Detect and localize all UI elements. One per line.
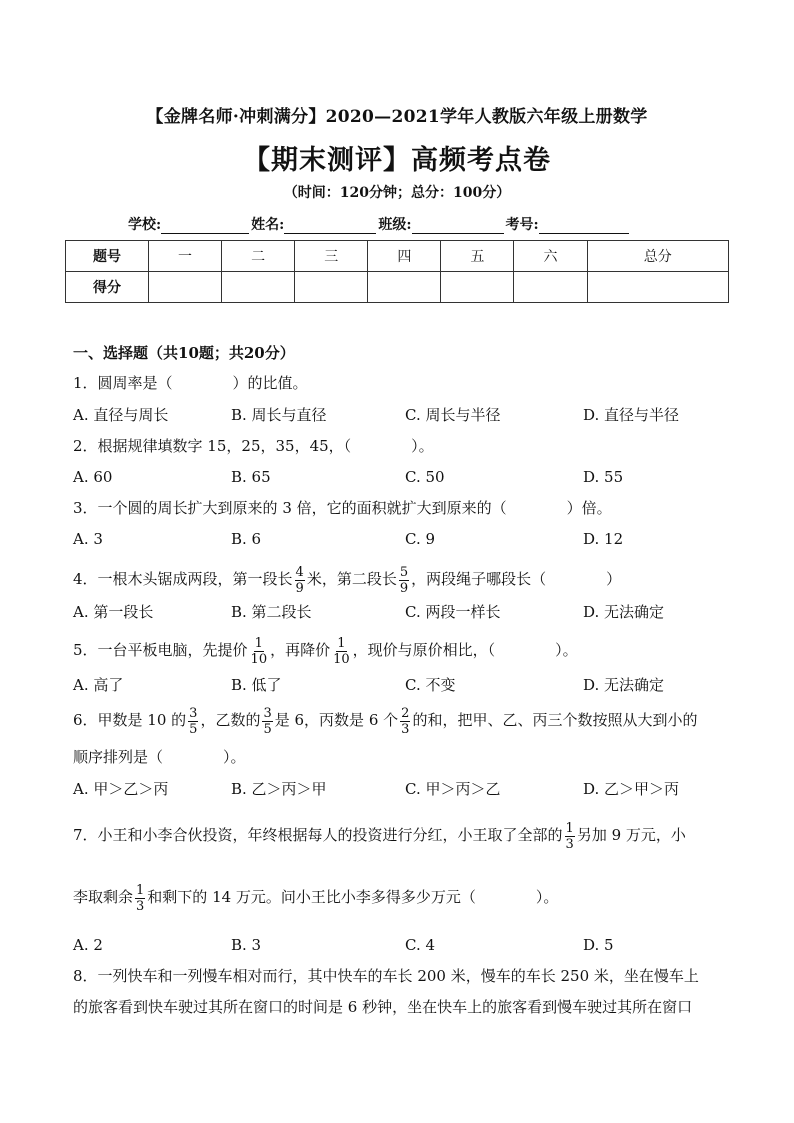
exam-no-label: 考号: — [505, 217, 539, 233]
question-4-text-c: ，两段绳子哪段长（ ） — [411, 570, 622, 588]
question-2: 2．根据规律填数字 15，25，35，45，（ ）。 — [73, 437, 434, 455]
name-label: 姓名: — [251, 217, 285, 233]
fraction-numerator: 3 — [263, 705, 272, 721]
score-table-cell: 六 — [514, 241, 587, 272]
option-d[interactable]: D. 直径与半径 — [583, 406, 680, 424]
fraction — [332, 636, 351, 667]
option-d[interactable]: D. 5 — [583, 936, 614, 954]
fraction-denominator: 5 — [189, 721, 198, 737]
question-6-text-c: 是 6，丙数是 6 个 — [274, 711, 399, 729]
fraction — [250, 636, 269, 667]
fraction-denominator: 3 — [565, 836, 574, 852]
question-4-text-b: 米，第二段长 — [306, 570, 397, 588]
option-b[interactable]: B. 周长与直径 — [231, 406, 327, 424]
fraction — [565, 821, 575, 852]
score-table-cell: 三 — [295, 241, 368, 272]
question-4 — [73, 560, 621, 598]
option-b[interactable]: B. 乙＞丙＞甲 — [231, 780, 327, 798]
fraction — [262, 706, 272, 737]
option-b[interactable]: B. 6 — [231, 530, 262, 548]
option-c[interactable]: C. 50 — [405, 468, 445, 486]
score-input-cell[interactable] — [149, 272, 222, 303]
fraction-denominator: 10 — [333, 651, 350, 667]
fraction-denominator: 3 — [136, 898, 145, 914]
fraction-denominator: 3 — [401, 721, 410, 737]
fraction — [399, 565, 409, 596]
fraction — [188, 706, 198, 737]
question-8-line2: 的旅客看到快车驶过其所在窗口的时间是 6 秒钟，坐在快车上的旅客看到慢车驶过其所在窗口 — [73, 998, 693, 1016]
option-b[interactable]: B. 第二段长 — [231, 603, 312, 621]
score-input-cell[interactable] — [587, 272, 728, 303]
score-table-cell: 题号 — [66, 241, 149, 272]
fraction — [135, 883, 145, 914]
section-heading: 一、选择题（共10题；共20分） — [73, 344, 295, 362]
question-6-text-a: 6．甲数是 10 的 — [73, 711, 187, 729]
student-info-row — [128, 214, 631, 234]
option-d[interactable]: D. 55 — [583, 468, 624, 486]
class-label: 班级: — [378, 217, 412, 233]
option-a[interactable]: A. 高了 — [73, 676, 124, 694]
score-table-cell: 总分 — [587, 241, 728, 272]
fraction-numerator: 5 — [399, 564, 409, 580]
option-b[interactable]: B. 65 — [231, 468, 271, 486]
exam-no-blank[interactable] — [539, 217, 629, 234]
question-4-text-a: 4．一根木头锯成两段，第一段长 — [73, 570, 293, 588]
option-a[interactable]: A. 直径与周长 — [73, 406, 169, 424]
exam-title-line1: 【金牌名师·冲刺满分】2020—2021学年人教版六年级上册数学 — [146, 107, 648, 127]
score-input-cell[interactable] — [368, 272, 441, 303]
score-input-cell[interactable] — [295, 272, 368, 303]
option-c[interactable]: C. 两段一样长 — [405, 603, 501, 621]
exam-title-line2: 【期末测评】高频考点卷 — [243, 145, 551, 176]
question-8: 8．一列快车和一列慢车相对而行，其中快车的车长 200 米，慢车的车长 250 米，坐在慢车上 — [73, 967, 699, 985]
score-input-cell[interactable] — [514, 272, 587, 303]
school-blank[interactable] — [161, 217, 249, 234]
score-table-cell: 四 — [368, 241, 441, 272]
option-a[interactable]: A. 第一段长 — [73, 603, 154, 621]
fraction-denominator: 9 — [295, 580, 304, 596]
fraction-numerator: 3 — [189, 705, 198, 721]
question-7-text-b: 另加 9 万元，小 — [576, 826, 686, 844]
score-table-cell: 五 — [441, 241, 514, 272]
question-7-text-c: 李取剩余 — [73, 888, 134, 906]
name-blank[interactable] — [284, 217, 376, 234]
option-c[interactable]: C. 9 — [405, 530, 436, 548]
score-input-cell[interactable] — [222, 272, 295, 303]
question-5-text-a: 5．一台平板电脑，先提价 — [73, 641, 248, 659]
option-c[interactable]: C. 周长与半径 — [405, 406, 501, 424]
fraction-numerator: 4 — [295, 564, 304, 580]
question-6-text-d: 的和，把甲、乙、丙三个数按照从大到小的 — [412, 711, 698, 729]
score-table-score-row — [66, 272, 729, 303]
question-7-line2 — [73, 877, 558, 917]
question-1: 1．圆周率是（ ）的比值。 — [73, 374, 308, 392]
question-5-text-c: ，现价与原价相比，（ ）。 — [352, 641, 578, 659]
fraction — [400, 706, 410, 737]
score-table-cell: 一 — [149, 241, 222, 272]
fraction-denominator: 9 — [399, 580, 409, 596]
question-6-line2: 顺序排列是（ ）。 — [73, 748, 246, 766]
option-a[interactable]: A. 2 — [73, 936, 103, 954]
score-row-label: 得分 — [66, 272, 149, 303]
option-d[interactable]: D. 乙＞甲＞丙 — [583, 780, 680, 798]
score-table-header-row — [66, 241, 729, 272]
option-c[interactable]: C. 4 — [405, 936, 436, 954]
fraction-numerator: 1 — [337, 635, 346, 651]
option-b[interactable]: B. 低了 — [231, 676, 282, 694]
school-label: 学校: — [128, 217, 162, 233]
fraction — [295, 565, 305, 596]
option-a[interactable]: A. 60 — [73, 468, 113, 486]
question-7-text-d: 和剩下的 14 万元。问小王比小李多得多少万元（ ）。 — [147, 888, 559, 906]
fraction-denominator: 5 — [263, 721, 272, 737]
exam-subtitle: （时间：120分钟；总分：100分） — [283, 185, 511, 201]
question-7 — [73, 815, 686, 855]
fraction-numerator: 1 — [254, 635, 263, 651]
question-3: 3．一个圆的周长扩大到原来的 3 倍，它的面积就扩大到原来的（ ）倍。 — [73, 499, 612, 517]
option-d[interactable]: D. 无法确定 — [583, 603, 665, 621]
score-input-cell[interactable] — [441, 272, 514, 303]
option-a[interactable]: A. 3 — [73, 530, 103, 548]
option-c[interactable]: C. 不变 — [405, 676, 456, 694]
score-table — [65, 240, 729, 303]
fraction-numerator: 1 — [565, 820, 574, 836]
question-5-text-b: ，再降价 — [270, 641, 331, 659]
option-a[interactable]: A. 甲＞乙＞丙 — [73, 780, 169, 798]
question-6-text-b: ，乙数的 — [200, 711, 261, 729]
question-6 — [73, 700, 697, 740]
score-table-cell: 二 — [222, 241, 295, 272]
question-7-text-a: 7．小王和小李合伙投资，年终根据每人的投资进行分红，小王取了全部的 — [73, 826, 563, 844]
question-5 — [73, 630, 578, 670]
fraction-denominator: 10 — [250, 651, 268, 667]
fraction-numerator: 1 — [136, 882, 145, 898]
option-c[interactable]: C. 甲＞丙＞乙 — [405, 780, 501, 798]
option-b[interactable]: B. 3 — [231, 936, 262, 954]
option-d[interactable]: D. 无法确定 — [583, 676, 665, 694]
fraction-numerator: 2 — [401, 705, 410, 721]
option-d[interactable]: D. 12 — [583, 530, 624, 548]
class-blank[interactable] — [412, 217, 504, 234]
